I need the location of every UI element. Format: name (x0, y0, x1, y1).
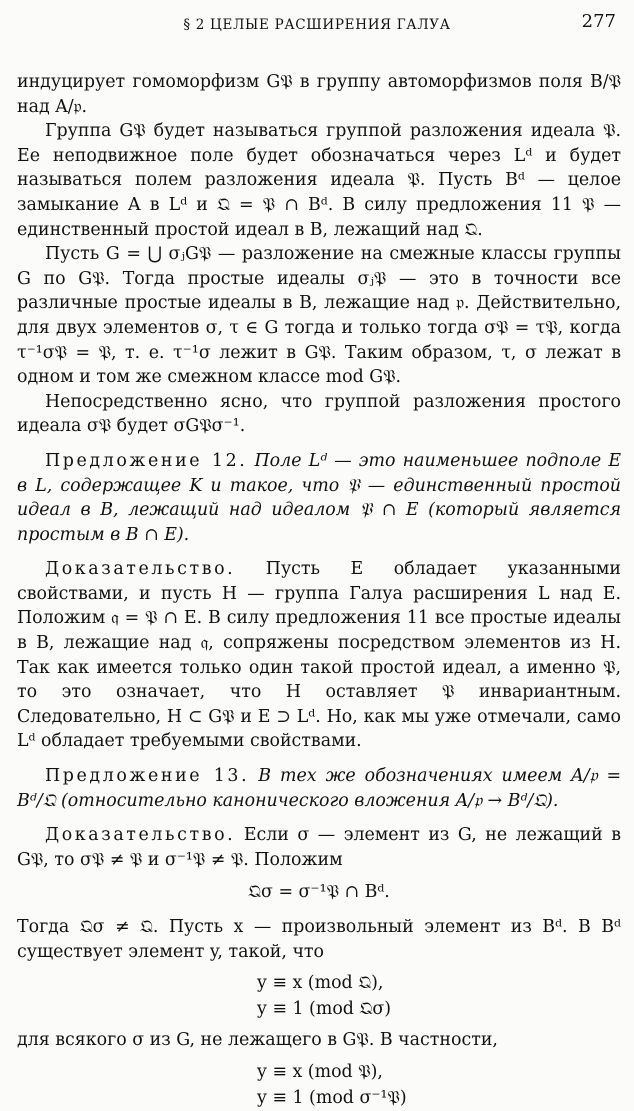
proof-13-text-before: Если σ — элемент из G, не лежащий в G𝔓, то σ𝔓 ≠ 𝔓 и σ⁻¹𝔓 ≠ 𝔓. Положим (17, 825, 622, 870)
proposition-12-text: Поле Lᵈ — это наименьшее подполе E в L, содержащее K и такое, что 𝔓 — единственный простой идеал в B, лежащий над идеалом 𝔓 ∩ E (который является простым в B ∩ E). (17, 450, 622, 545)
proposition-13-heading: Предложение 13. (45, 766, 250, 787)
proposition-12 (17, 449, 621, 547)
proposition-13 (17, 764, 621, 813)
proposition-13-text: В тех же обозначениях имеем A/𝔭 = Bᵈ/𝔔 (относительно канонического вложения A/𝔭 → Bᵈ/𝔔). (17, 766, 622, 811)
proof-12-text: Пусть E обладает указанными свойствами, и пусть H — группа Галуа расширения L над E. Положим 𝔮 = 𝔓 ∩ E. В силу предложения 11 все простые идеалы в B, лежащие над 𝔮, сопряжены посредством элементов из H. Так как имеется только один такой простой идеал, а именно 𝔓, то это означает, что H оставляет 𝔓 инвариантным. Следовательно, H ⊂ G𝔓 и E ⊃ Lᵈ. Но, как мы уже отмечали, само Lᵈ обладает требуемыми свойствами. (17, 559, 621, 752)
paragraph-coset-decomposition: Пусть G = ⋃ σⱼG𝔓 — разложение на смежные классы группы G по G𝔓. Тогда простые идеалы σⱼ𝔓 — это в точности все различные простые идеалы в B, лежащие над 𝔭. Действительно, для двух элементов σ, τ ∈ G тогда и только тогда σ𝔓 = τ𝔓, когда τ⁻¹σ𝔓 = 𝔓, т. е. τ⁻¹σ лежит в G𝔓. Таким образом, τ, σ лежат в одном и том же смежном классе mod G𝔓. (17, 244, 621, 388)
proof-13 (17, 823, 621, 872)
proof-13-text-middle: Тогда 𝔔σ ≠ 𝔔. Пусть x — произвольный элемент из Bᵈ. В Bᵈ существует элемент y, такой, что (17, 917, 621, 962)
paragraph-conjugate-group: Непосредственно ясно, что группой разложения простого идеала σ𝔓 будет σG𝔓σ⁻¹. (17, 391, 621, 437)
running-title: § 2 ЦЕЛЫЕ РАСШИРЕНИЯ ГАЛУА (183, 17, 451, 33)
page-body (17, 70, 621, 1111)
page-header (18, 10, 616, 36)
congruence-2: y ≡ 1 (mod 𝔔σ) (257, 998, 392, 1019)
proposition-12-heading: Предложение 12. (45, 450, 248, 471)
paragraph-continuation: индуцирует гомоморфизм G𝔓 в группу автоморфизмов поля B/𝔓 над A/𝔭. (17, 72, 621, 117)
proof-12 (17, 557, 621, 754)
formula-q-sigma: 𝔔σ = σ⁻¹𝔓 ∩ Bᵈ. (248, 882, 390, 903)
paragraph-decomposition-group: Группа G𝔓 будет называться группой разложения идеала 𝔓. Ее неподвижное поле будет обозначаться через Lᵈ и будет называться полем разложения идеала 𝔓. Пусть Bᵈ — целое замыкание A в Lᵈ и 𝔔 = 𝔓 ∩ Bᵈ. В силу предложения 11 𝔓 — единственный простой идеал в B, лежащий над 𝔔. (17, 121, 621, 240)
congruence-1: y ≡ x (mod 𝔔), (257, 973, 384, 994)
page-number: 277 (581, 11, 616, 32)
proof-13-heading: Доказательство. (45, 825, 236, 846)
congruence-4: y ≡ 1 (mod σ⁻¹𝔓) (257, 1087, 407, 1108)
proof-13-text-after: для всякого σ из G, не лежащего в G𝔓. В частности, (17, 1030, 498, 1051)
proof-12-heading: Доказательство. (45, 559, 236, 580)
congruence-3: y ≡ x (mod 𝔓), (257, 1061, 383, 1082)
